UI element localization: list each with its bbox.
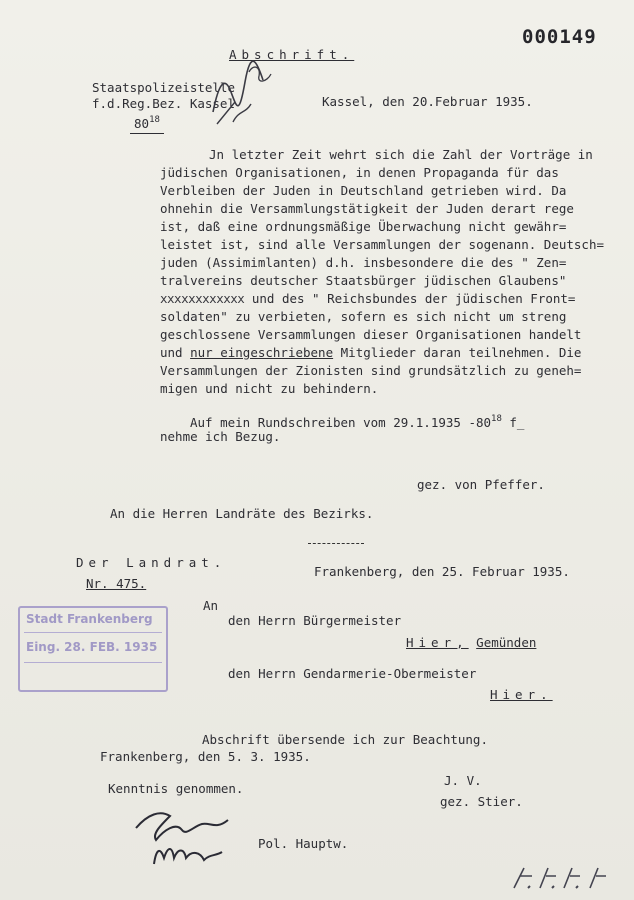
- stamp-rule-2: [24, 662, 162, 663]
- sender-ref-sup: 18: [149, 115, 160, 125]
- body-line-1: Jn letzter Zeit wehrt sich die Zahl der Vorträge in: [209, 147, 593, 162]
- stamp-office: Stadt Frankenberg: [26, 612, 153, 626]
- stamp-date: Eing. 28. FEB. 1935: [26, 640, 158, 654]
- document-number: 000149: [522, 26, 597, 48]
- handwritten-footnote-scribble: [510, 862, 620, 894]
- struck-out-text: xxxxxxxxxxxx: [160, 291, 245, 306]
- body-line-8: tralvereins deutscher Staatsbürger jüdischen Glaubens": [160, 273, 567, 288]
- body-line-3: Verbleiben der Juden in Deutschland getrieben wird. Da: [160, 183, 567, 198]
- body-line-13: Versammlungen der Zionisten sind grundsätzlich zu geneh=: [160, 363, 582, 378]
- hier-1: Hier,: [406, 635, 469, 650]
- transmittal-text: Abschrift übersende ich zur Beachtung.: [202, 732, 488, 747]
- body-line-11: geschlossene Versammlungen dieser Organisationen handelt: [160, 327, 582, 342]
- body-line-4: ohnehin die Versammlungstätigkeit der Juden derart rege: [160, 201, 574, 216]
- reference-line-2: nehme ich Bezug.: [160, 429, 281, 444]
- rank-hauptw: Pol. Hauptw.: [258, 836, 349, 851]
- place-date: Kassel, den 20.Februar 1935.: [322, 94, 533, 109]
- body-line-12: [160, 344, 581, 362]
- body-line-12-start: und: [160, 345, 183, 360]
- handwritten-signature: [130, 800, 240, 872]
- recipient-buergermeister: den Herrn Bürgermeister: [228, 613, 402, 628]
- body-line-14: migen und nicht zu behindern.: [160, 381, 379, 396]
- section2-place-date: Frankenberg, den 25. Februar 1935.: [314, 564, 570, 579]
- section2-an: An: [203, 598, 219, 613]
- body-line-10: soldaten" zu verbieten, sofern es sich nicht um streng: [160, 309, 567, 324]
- gez-stier: gez. Stier.: [440, 794, 523, 809]
- handwritten-note-scribble: [205, 52, 285, 132]
- reference-sup: 18: [491, 414, 502, 424]
- sender-ref-number: 80: [134, 116, 150, 131]
- section2-number: Nr. 475.: [86, 576, 147, 591]
- date-third: Frankenberg, den 5. 3. 1935.: [100, 749, 311, 764]
- underlined-phrase: nur eingeschriebene: [190, 345, 334, 360]
- recipient-gendarmerie: den Herrn Gendarmerie-Obermeister: [228, 666, 477, 681]
- sender-reference: [130, 111, 164, 134]
- sender-line1: Staatspolizeistelle: [92, 80, 235, 95]
- body-line-9: [160, 290, 575, 308]
- gemuenden: Gemünden: [476, 635, 537, 650]
- received-stamp: [18, 606, 168, 692]
- body-line-9-text: und des " Reichsbundes der jüdischen Front=: [251, 291, 576, 306]
- body-line-6: leistet ist, sind alle Versammlungen der sogenann. Deutsch=: [160, 237, 605, 252]
- addressee-landraete: An die Herren Landräte des Bezirks.: [110, 506, 374, 521]
- signature-pfeffer: gez. von Pfeffer.: [417, 477, 545, 492]
- section-divider: [308, 543, 364, 544]
- body-line-2: jüdischen Organisationen, in denen Propaganda für das: [160, 165, 559, 180]
- hier-gemuenden: [406, 634, 536, 652]
- section2-sender: Der Landrat.: [76, 555, 227, 570]
- body-line-5: ist, daß eine ordnungsmäßige Überwachung nicht gewähr=: [160, 219, 567, 234]
- hier-2: Hier.: [490, 687, 553, 702]
- reference-end: f_: [509, 415, 525, 430]
- body-line-7: juden (Assimimlanten) d.h. insbesondere die des " Zen=: [160, 255, 567, 270]
- stamp-rule-1: [24, 632, 162, 633]
- reference-text: Auf mein Rundschreiben vom 29.1.1935 -80: [190, 415, 492, 430]
- sender-line2: f.d.Reg.Bez. Kassel: [92, 96, 235, 111]
- heading: Abschrift.: [229, 47, 355, 62]
- body-line-12-end: Mitglieder daran teilnehmen. Die: [340, 345, 582, 360]
- kenntnis-genommen: Kenntnis genommen.: [108, 781, 244, 796]
- jv: J. V.: [444, 773, 482, 788]
